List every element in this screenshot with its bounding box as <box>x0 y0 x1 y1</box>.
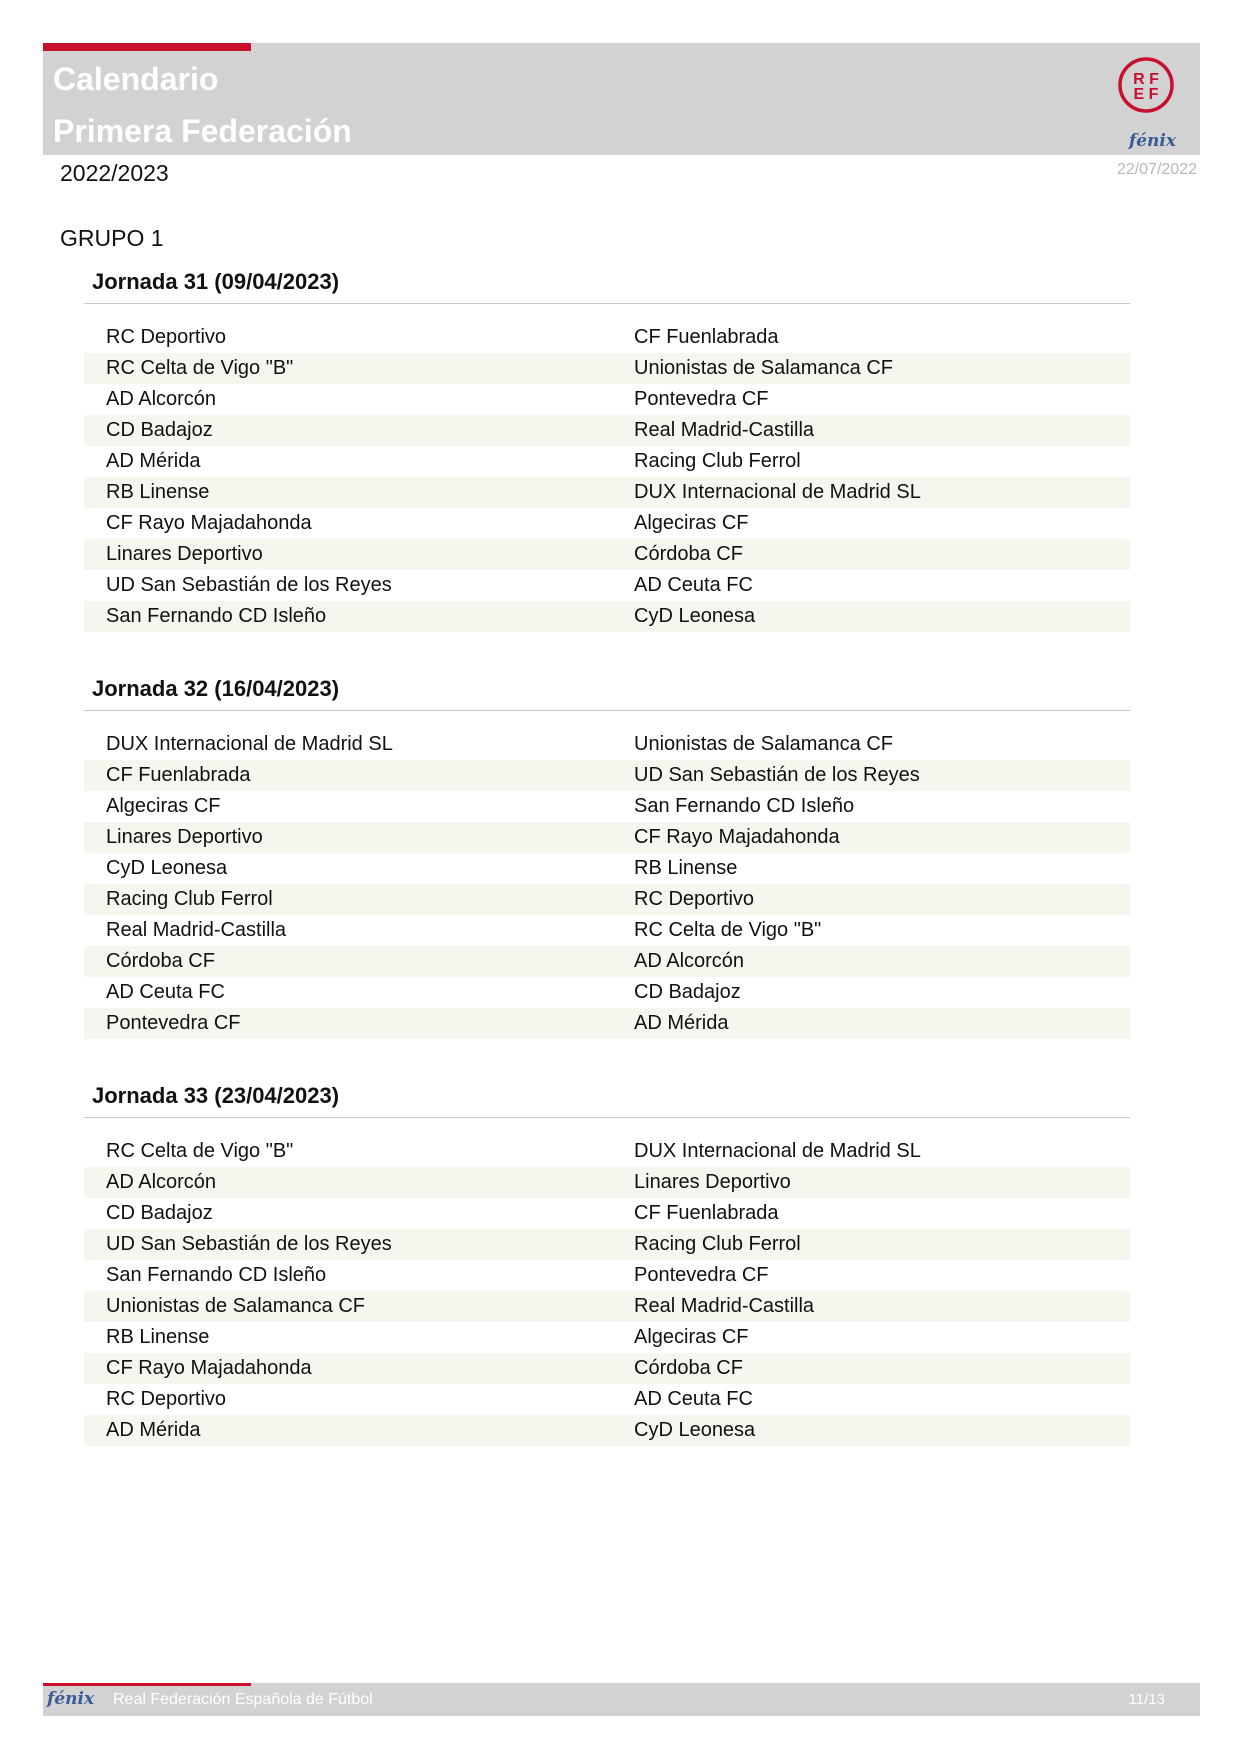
match-row <box>84 1353 1130 1384</box>
away-team: CyD Leonesa <box>634 605 756 627</box>
header-red-accent <box>43 43 251 51</box>
home-team: AD Mérida <box>106 1419 201 1441</box>
match-row <box>84 415 1130 446</box>
away-team: RC Deportivo <box>634 888 755 910</box>
title-calendario: Calendario <box>53 61 219 97</box>
page-header <box>43 43 1200 155</box>
jornada-title: Jornada 31 (09/04/2023) <box>84 265 1130 304</box>
away-team: CyD Leonesa <box>634 1419 756 1441</box>
page-footer <box>43 1683 1200 1716</box>
home-team: RB Linense <box>106 1326 210 1348</box>
away-team: Unionistas de Salamanca CF <box>634 733 894 755</box>
match-row <box>84 1291 1130 1322</box>
fenix-logo-footer: fénix <box>47 1689 95 1709</box>
home-team: AD Mérida <box>106 450 201 472</box>
jornada-title: Jornada 32 (16/04/2023) <box>84 672 1130 711</box>
home-team: CD Badajoz <box>106 1202 213 1224</box>
match-row <box>84 1008 1130 1039</box>
match-row <box>84 1322 1130 1353</box>
match-row <box>84 539 1130 570</box>
away-team: RB Linense <box>634 857 738 879</box>
home-team: Linares Deportivo <box>106 826 263 848</box>
rfef-logo-icon <box>1116 55 1176 115</box>
home-team: RC Celta de Vigo "B" <box>106 357 294 379</box>
footer-organization: Real Federación Española de Fútbol <box>113 1691 373 1708</box>
home-team: Algeciras CF <box>106 795 221 817</box>
match-row <box>84 570 1130 601</box>
away-team: Unionistas de Salamanca CF <box>634 357 894 379</box>
away-team: Córdoba CF <box>634 1357 743 1379</box>
match-row <box>84 601 1130 632</box>
away-team: CF Fuenlabrada <box>634 1202 779 1224</box>
group-label: GRUPO 1 <box>60 225 164 251</box>
away-team: DUX Internacional de Madrid SL <box>634 1140 921 1162</box>
svg-text:E F: E F <box>1133 86 1159 103</box>
footer-red-accent <box>43 1683 251 1686</box>
away-team: CD Badajoz <box>634 981 741 1003</box>
match-list <box>84 1136 1130 1446</box>
match-row <box>84 791 1130 822</box>
match-row <box>84 477 1130 508</box>
away-team: AD Ceuta FC <box>634 1388 753 1410</box>
away-team: RC Celta de Vigo "B" <box>634 919 822 941</box>
home-team: RC Deportivo <box>106 326 227 348</box>
home-team: AD Alcorcón <box>106 388 217 410</box>
home-team: Real Madrid-Castilla <box>106 919 287 941</box>
home-team: UD San Sebastián de los Reyes <box>106 574 392 596</box>
home-team: RC Deportivo <box>106 1388 227 1410</box>
match-row <box>84 1198 1130 1229</box>
away-team: DUX Internacional de Madrid SL <box>634 481 921 503</box>
home-team: RB Linense <box>106 481 210 503</box>
match-row <box>84 1136 1130 1167</box>
away-team: Racing Club Ferrol <box>634 1233 801 1255</box>
match-row <box>84 1384 1130 1415</box>
match-row <box>84 1167 1130 1198</box>
match-row <box>84 508 1130 539</box>
match-row <box>84 1415 1130 1446</box>
match-row <box>84 853 1130 884</box>
home-team: Racing Club Ferrol <box>106 888 273 910</box>
away-team: Real Madrid-Castilla <box>634 419 815 441</box>
away-team: San Fernando CD Isleño <box>634 795 855 817</box>
match-list <box>84 729 1130 1039</box>
jornada-section <box>84 1079 1130 1446</box>
away-team: CF Rayo Majadahonda <box>634 826 840 848</box>
home-team: Córdoba CF <box>106 950 215 972</box>
home-team: UD San Sebastián de los Reyes <box>106 1233 392 1255</box>
home-team: AD Alcorcón <box>106 1171 217 1193</box>
home-team: Unionistas de Salamanca CF <box>106 1295 366 1317</box>
away-team: Pontevedra CF <box>634 388 769 410</box>
away-team: AD Ceuta FC <box>634 574 753 596</box>
match-row <box>84 822 1130 853</box>
match-row <box>84 1260 1130 1291</box>
match-row <box>84 915 1130 946</box>
title-competition: Primera Federación <box>53 113 352 149</box>
match-row <box>84 946 1130 977</box>
away-team: UD San Sebastián de los Reyes <box>634 764 920 786</box>
season-label: 2022/2023 <box>60 160 169 186</box>
match-row <box>84 384 1130 415</box>
away-team: Pontevedra CF <box>634 1264 769 1286</box>
away-team: AD Mérida <box>634 1012 729 1034</box>
match-row <box>84 729 1130 760</box>
away-team: Linares Deportivo <box>634 1171 791 1193</box>
match-row <box>84 322 1130 353</box>
home-team: CF Rayo Majadahonda <box>106 1357 312 1379</box>
home-team: AD Ceuta FC <box>106 981 225 1003</box>
home-team: San Fernando CD Isleño <box>106 1264 327 1286</box>
away-team: CF Fuenlabrada <box>634 326 779 348</box>
match-row <box>84 353 1130 384</box>
away-team: Racing Club Ferrol <box>634 450 801 472</box>
jornada-title: Jornada 33 (23/04/2023) <box>84 1079 1130 1118</box>
away-team: Algeciras CF <box>634 1326 749 1348</box>
home-team: CF Rayo Majadahonda <box>106 512 312 534</box>
home-team: RC Celta de Vigo "B" <box>106 1140 294 1162</box>
match-list <box>84 322 1130 632</box>
home-team: Linares Deportivo <box>106 543 263 565</box>
match-row <box>84 760 1130 791</box>
fenix-logo: fénix <box>1128 131 1176 151</box>
home-team: CF Fuenlabrada <box>106 764 251 786</box>
away-team: Córdoba CF <box>634 543 743 565</box>
jornada-section <box>84 672 1130 1039</box>
page-number: 11/13 <box>1128 1691 1165 1708</box>
away-team: AD Alcorcón <box>634 950 745 972</box>
print-date: 22/07/2022 <box>1116 161 1197 178</box>
home-team: CD Badajoz <box>106 419 213 441</box>
home-team: Pontevedra CF <box>106 1012 241 1034</box>
home-team: CyD Leonesa <box>106 857 228 879</box>
svg-text:R F: R F <box>1133 71 1159 88</box>
match-row <box>84 1229 1130 1260</box>
match-row <box>84 884 1130 915</box>
home-team: DUX Internacional de Madrid SL <box>106 733 393 755</box>
jornada-section <box>84 265 1130 632</box>
away-team: Real Madrid-Castilla <box>634 1295 815 1317</box>
away-team: Algeciras CF <box>634 512 749 534</box>
match-row <box>84 977 1130 1008</box>
match-row <box>84 446 1130 477</box>
home-team: San Fernando CD Isleño <box>106 605 327 627</box>
